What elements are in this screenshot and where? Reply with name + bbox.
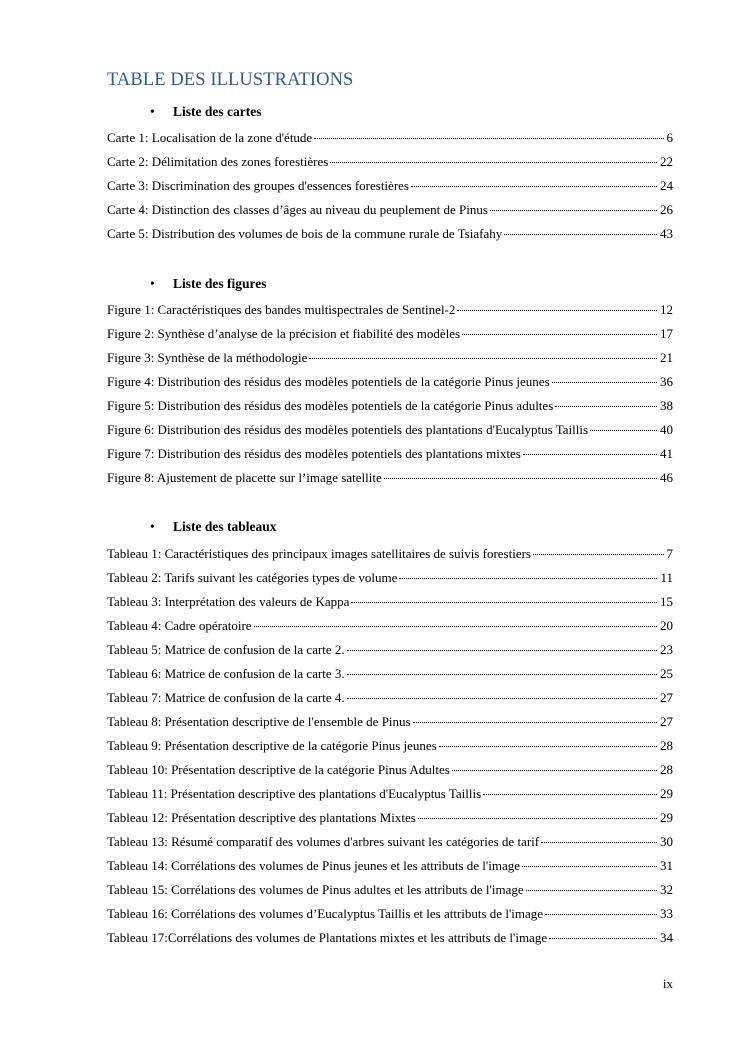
dot-leader xyxy=(254,625,657,627)
bullet-icon: • xyxy=(150,276,155,291)
toc-entry-label: Carte 5: Distribution des volumes de bois de la commune rurale de Tsiafahy xyxy=(107,226,503,241)
dot-leader xyxy=(533,553,664,555)
toc-entry[interactable] xyxy=(107,325,673,343)
toc-entry-page: 23 xyxy=(660,642,673,657)
dot-leader xyxy=(504,233,657,235)
toc-entry-label: Tableau 9: Présentation descriptive de la catégorie Pinus jeunes xyxy=(107,738,437,753)
toc-entry[interactable] xyxy=(107,545,673,563)
section-heading-tableaux xyxy=(150,519,277,535)
dot-leader xyxy=(552,381,657,383)
toc-entry-page: 21 xyxy=(660,350,673,365)
section-heading-label: Liste des tableaux xyxy=(173,519,277,534)
toc-entry-label: Tableau 16: Corrélations des volumes d’Eucalyptus Taillis et les attributs de l'image xyxy=(107,906,544,921)
toc-entry[interactable] xyxy=(107,301,673,319)
toc-entry[interactable] xyxy=(107,177,673,195)
page-number: ix xyxy=(662,976,673,991)
toc-entry-label: Figure 3: Synthèse de la méthodologie xyxy=(107,350,308,365)
dot-leader xyxy=(522,865,657,867)
dot-leader xyxy=(457,309,657,311)
toc-entry[interactable] xyxy=(107,665,673,683)
toc-entry-page: 28 xyxy=(660,762,673,777)
dot-leader xyxy=(330,161,657,163)
toc-entry-page: 28 xyxy=(660,738,673,753)
toc-entry-page: 24 xyxy=(660,178,673,193)
toc-entry[interactable] xyxy=(107,569,673,587)
toc-entry-page: 25 xyxy=(660,666,673,681)
toc-entry-label: Tableau 13: Résumé comparatif des volumes d'arbres suivant les catégories de tarif xyxy=(107,834,540,849)
toc-entry-page: 40 xyxy=(660,422,673,437)
toc-entry-page: 15 xyxy=(660,594,673,609)
toc-entry[interactable] xyxy=(107,201,673,219)
toc-entry-page: 7 xyxy=(666,546,673,561)
dot-leader xyxy=(483,793,657,795)
toc-entry-page: 33 xyxy=(660,906,673,921)
section-heading-figures xyxy=(150,276,267,292)
toc-entry-label: Figure 6: Distribution des résidus des modèles potentiels des plantations d'Eucalyptus Taillis xyxy=(107,422,589,437)
toc-entry[interactable] xyxy=(107,641,673,659)
toc-entry-page: 46 xyxy=(660,470,673,485)
dot-leader xyxy=(351,601,657,603)
dot-leader xyxy=(413,721,657,723)
toc-entry-page: 26 xyxy=(660,202,673,217)
section-heading-label: Liste des cartes xyxy=(173,104,262,119)
toc-entry-page: 29 xyxy=(660,810,673,825)
toc-entry-label: Tableau 3: Interprétation des valeurs de Kappa xyxy=(107,594,350,609)
toc-entry-page: 41 xyxy=(660,446,673,461)
dot-leader xyxy=(452,769,657,771)
dot-leader xyxy=(309,357,657,359)
dot-leader xyxy=(523,453,657,455)
toc-entry[interactable] xyxy=(107,761,673,779)
toc-entry-page: 38 xyxy=(660,398,673,413)
dot-leader xyxy=(545,913,657,915)
toc-entry-label: Tableau 6: Matrice de confusion de la carte 3. xyxy=(107,666,345,681)
toc-entry[interactable] xyxy=(107,905,673,923)
toc-entry-label: Figure 4: Distribution des résidus des modèles potentiels de la catégorie Pinus jeunes xyxy=(107,374,550,389)
toc-entry-page: 6 xyxy=(666,130,673,145)
dot-leader xyxy=(590,429,657,431)
toc-entry-label: Tableau 1: Caractéristiques des principaux images satellitaires de suivis forestiers xyxy=(107,546,531,561)
toc-entry-page: 32 xyxy=(660,882,673,897)
toc-entry-page: 12 xyxy=(660,302,673,317)
toc-entry[interactable] xyxy=(107,929,673,947)
toc-entry-page: 22 xyxy=(660,154,673,169)
dot-leader xyxy=(384,477,657,479)
toc-entry-label: Tableau 11: Présentation descriptive des plantations d'Eucalyptus Taillis xyxy=(107,786,482,801)
toc-entry[interactable] xyxy=(107,397,673,415)
section-heading-cartes xyxy=(150,104,261,120)
toc-entry-page: 20 xyxy=(660,618,673,633)
dot-leader xyxy=(541,841,657,843)
toc-entry[interactable] xyxy=(107,593,673,611)
toc-entry-page: 27 xyxy=(660,690,673,705)
dot-leader xyxy=(549,937,657,939)
toc-entry[interactable] xyxy=(107,421,673,439)
toc-entry[interactable] xyxy=(107,689,673,707)
page-title: TABLE DES ILLUSTRATIONS xyxy=(107,70,354,90)
dot-leader xyxy=(399,577,657,579)
toc-entry[interactable] xyxy=(107,785,673,803)
dot-leader xyxy=(418,817,657,819)
toc-entry-label: Figure 5: Distribution des résidus des modèles potentiels de la catégorie Pinus adultes xyxy=(107,398,554,413)
dot-leader xyxy=(411,185,657,187)
toc-entry-label: Figure 7: Distribution des résidus des modèles potentiels des plantations mixtes xyxy=(107,446,521,461)
toc-entry-page: 36 xyxy=(660,374,673,389)
toc-entry-label: Figure 2: Synthèse d’analyse de la précision et fiabilité des modèles xyxy=(107,326,461,341)
dot-leader xyxy=(347,649,657,651)
toc-entry-page: 17 xyxy=(660,326,673,341)
toc-entry[interactable] xyxy=(107,713,673,731)
toc-entry[interactable] xyxy=(107,881,673,899)
dot-leader xyxy=(490,209,657,211)
toc-entry-page: 43 xyxy=(660,226,673,241)
toc-entry-label: Tableau 17:Corrélations des volumes de Plantations mixtes et les attributs de l'image xyxy=(107,930,548,945)
toc-entry[interactable] xyxy=(107,809,673,827)
section-heading-label: Liste des figures xyxy=(173,276,267,291)
toc-entry[interactable] xyxy=(107,373,673,391)
bullet-icon: • xyxy=(150,519,155,534)
toc-entry[interactable] xyxy=(107,833,673,851)
toc-entry[interactable] xyxy=(107,469,673,487)
toc-entry-label: Tableau 5: Matrice de confusion de la carte 2. xyxy=(107,642,345,657)
toc-entry[interactable] xyxy=(107,445,673,463)
dot-leader xyxy=(526,889,657,891)
dot-leader xyxy=(347,673,657,675)
dot-leader xyxy=(462,333,657,335)
toc-entry-label: Tableau 4: Cadre opératoire xyxy=(107,618,252,633)
dot-leader xyxy=(347,697,657,699)
toc-entry[interactable] xyxy=(107,617,673,635)
toc-entry-page: 30 xyxy=(660,834,673,849)
toc-entry-label: Figure 8: Ajustement de placette sur l’image satellite xyxy=(107,470,382,485)
toc-entry-label: Tableau 7: Matrice de confusion de la carte 4. xyxy=(107,690,345,705)
toc-entry-label: Tableau 10: Présentation descriptive de la catégorie Pinus Adultes xyxy=(107,762,450,777)
toc-entry[interactable] xyxy=(107,737,673,755)
dot-leader xyxy=(555,405,657,407)
toc-entry[interactable] xyxy=(107,225,673,243)
toc-entry-label: Figure 1: Caractéristiques des bandes multispectrales de Sentinel-2 xyxy=(107,302,456,317)
dot-leader xyxy=(314,137,663,139)
dot-leader xyxy=(439,745,657,747)
toc-entry-label: Carte 2: Délimitation des zones forestières xyxy=(107,154,329,169)
toc-entry[interactable] xyxy=(107,129,673,147)
toc-entry-label: Carte 4: Distinction des classes d’âges au niveau du peuplement de Pinus xyxy=(107,202,488,217)
bullet-icon: • xyxy=(150,104,155,119)
toc-entry-page: 34 xyxy=(660,930,673,945)
toc-entry-label: Tableau 8: Présentation descriptive de l'ensemble de Pinus xyxy=(107,714,411,729)
toc-entry-page: 11 xyxy=(660,570,673,585)
toc-entry[interactable] xyxy=(107,349,673,367)
toc-entry-label: Tableau 15: Corrélations des volumes de Pinus adultes et les attributs de l'image xyxy=(107,882,524,897)
toc-entry-label: Tableau 12: Présentation descriptive des plantations Mixtes xyxy=(107,810,416,825)
toc-entry-label: Carte 3: Discrimination des groupes d'essences forestières xyxy=(107,178,409,193)
toc-entry[interactable] xyxy=(107,857,673,875)
toc-entry-label: Tableau 14: Corrélations des volumes de Pinus jeunes et les attributs de l'image xyxy=(107,858,521,873)
toc-entry-page: 29 xyxy=(660,786,673,801)
toc-entry-page: 31 xyxy=(660,858,673,873)
toc-entry-label: Tableau 2: Tarifs suivant les catégories types de volume xyxy=(107,570,398,585)
toc-entry[interactable] xyxy=(107,153,673,171)
toc-entry-page: 27 xyxy=(660,714,673,729)
toc-entry-label: Carte 1: Localisation de la zone d'étude xyxy=(107,130,313,145)
